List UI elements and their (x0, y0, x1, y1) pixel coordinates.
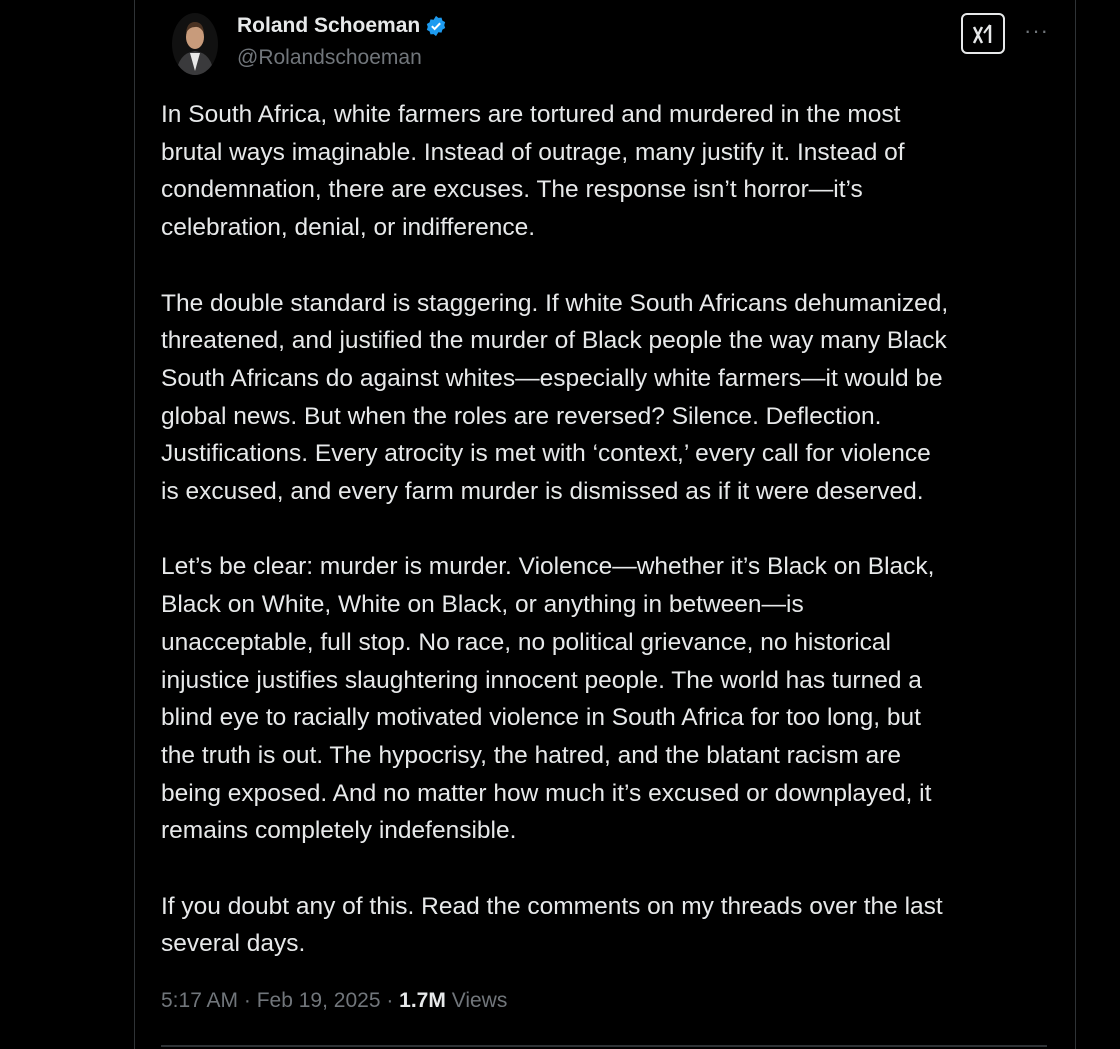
text-line: global news. But when the roles are reversed? Silence. Deflection. (161, 402, 882, 430)
text-line: brutal ways imaginable. Instead of outrage, many justify it. Instead of (161, 138, 905, 166)
text-line: South Africans do against whites—especially white farmers—it would be (161, 364, 943, 392)
tweet-text (161, 96, 948, 1001)
tweet-column (134, 0, 1076, 1049)
paragraph (161, 888, 948, 963)
text-line: blind eye to racially motivated violence in South Africa for too long, but (161, 704, 921, 732)
text-line: the truth is out. The hypocrisy, the hatred, and the blatant racism are (161, 741, 901, 769)
separator: · (238, 989, 257, 1012)
paragraph (161, 285, 948, 511)
text-line: condemnation, there are excuses. The response isn’t horror—it’s (161, 176, 863, 204)
tweet-time[interactable]: 5:17 AM (161, 989, 239, 1012)
text-line: several days. (161, 930, 306, 958)
author-name-row[interactable] (237, 14, 447, 38)
tweet-meta (161, 989, 507, 1013)
text-line: is excused, and every farm murder is dismissed as if it were deserved. (161, 478, 924, 506)
text-line: In South Africa, white farmers are tortured and murdered in the most (161, 101, 901, 128)
author-name[interactable]: Roland Schoeman (237, 14, 421, 37)
grok-button[interactable] (961, 13, 1005, 54)
text-line: If you doubt any of this. Read the comments on my threads over the last (161, 892, 943, 920)
views-label: Views (451, 989, 508, 1012)
paragraph (161, 96, 948, 247)
text-line: Black on White, White on Black, or anything in between—is (161, 591, 804, 619)
text-line: threatened, and justified the murder of Black people the way many Black (161, 327, 947, 355)
separator: · (380, 989, 400, 1012)
paragraph (161, 548, 948, 850)
divider (161, 1045, 1047, 1047)
more-icon[interactable]: ··· (1024, 18, 1049, 43)
text-line: celebration, denial, or indifference. (161, 214, 536, 242)
grok-icon (970, 21, 996, 47)
text-line: being exposed. And no matter how much it’s excused or downplayed, it (161, 779, 932, 807)
text-line: injustice justifies slaughtering innocent people. The world has turned a (161, 666, 922, 694)
avatar-image (172, 13, 218, 75)
author-handle[interactable]: @Rolandschoeman (237, 46, 422, 69)
verified-badge-icon[interactable] (425, 15, 447, 37)
text-line: Let’s be clear: murder is murder. Violence—whether it’s Black on Black, (161, 553, 935, 581)
views-count: 1.7M (399, 989, 446, 1012)
tweet-date[interactable]: Feb 19, 2025 (256, 989, 381, 1012)
avatar[interactable] (172, 13, 218, 75)
text-line: remains completely indefensible. (161, 817, 517, 845)
text-line: unacceptable, full stop. No race, no political grievance, no historical (161, 628, 891, 656)
text-line: Justifications. Every atrocity is met with ‘context,’ every call for violence (161, 440, 931, 468)
text-line: The double standard is staggering. If white South Africans dehumanized, (161, 289, 949, 317)
